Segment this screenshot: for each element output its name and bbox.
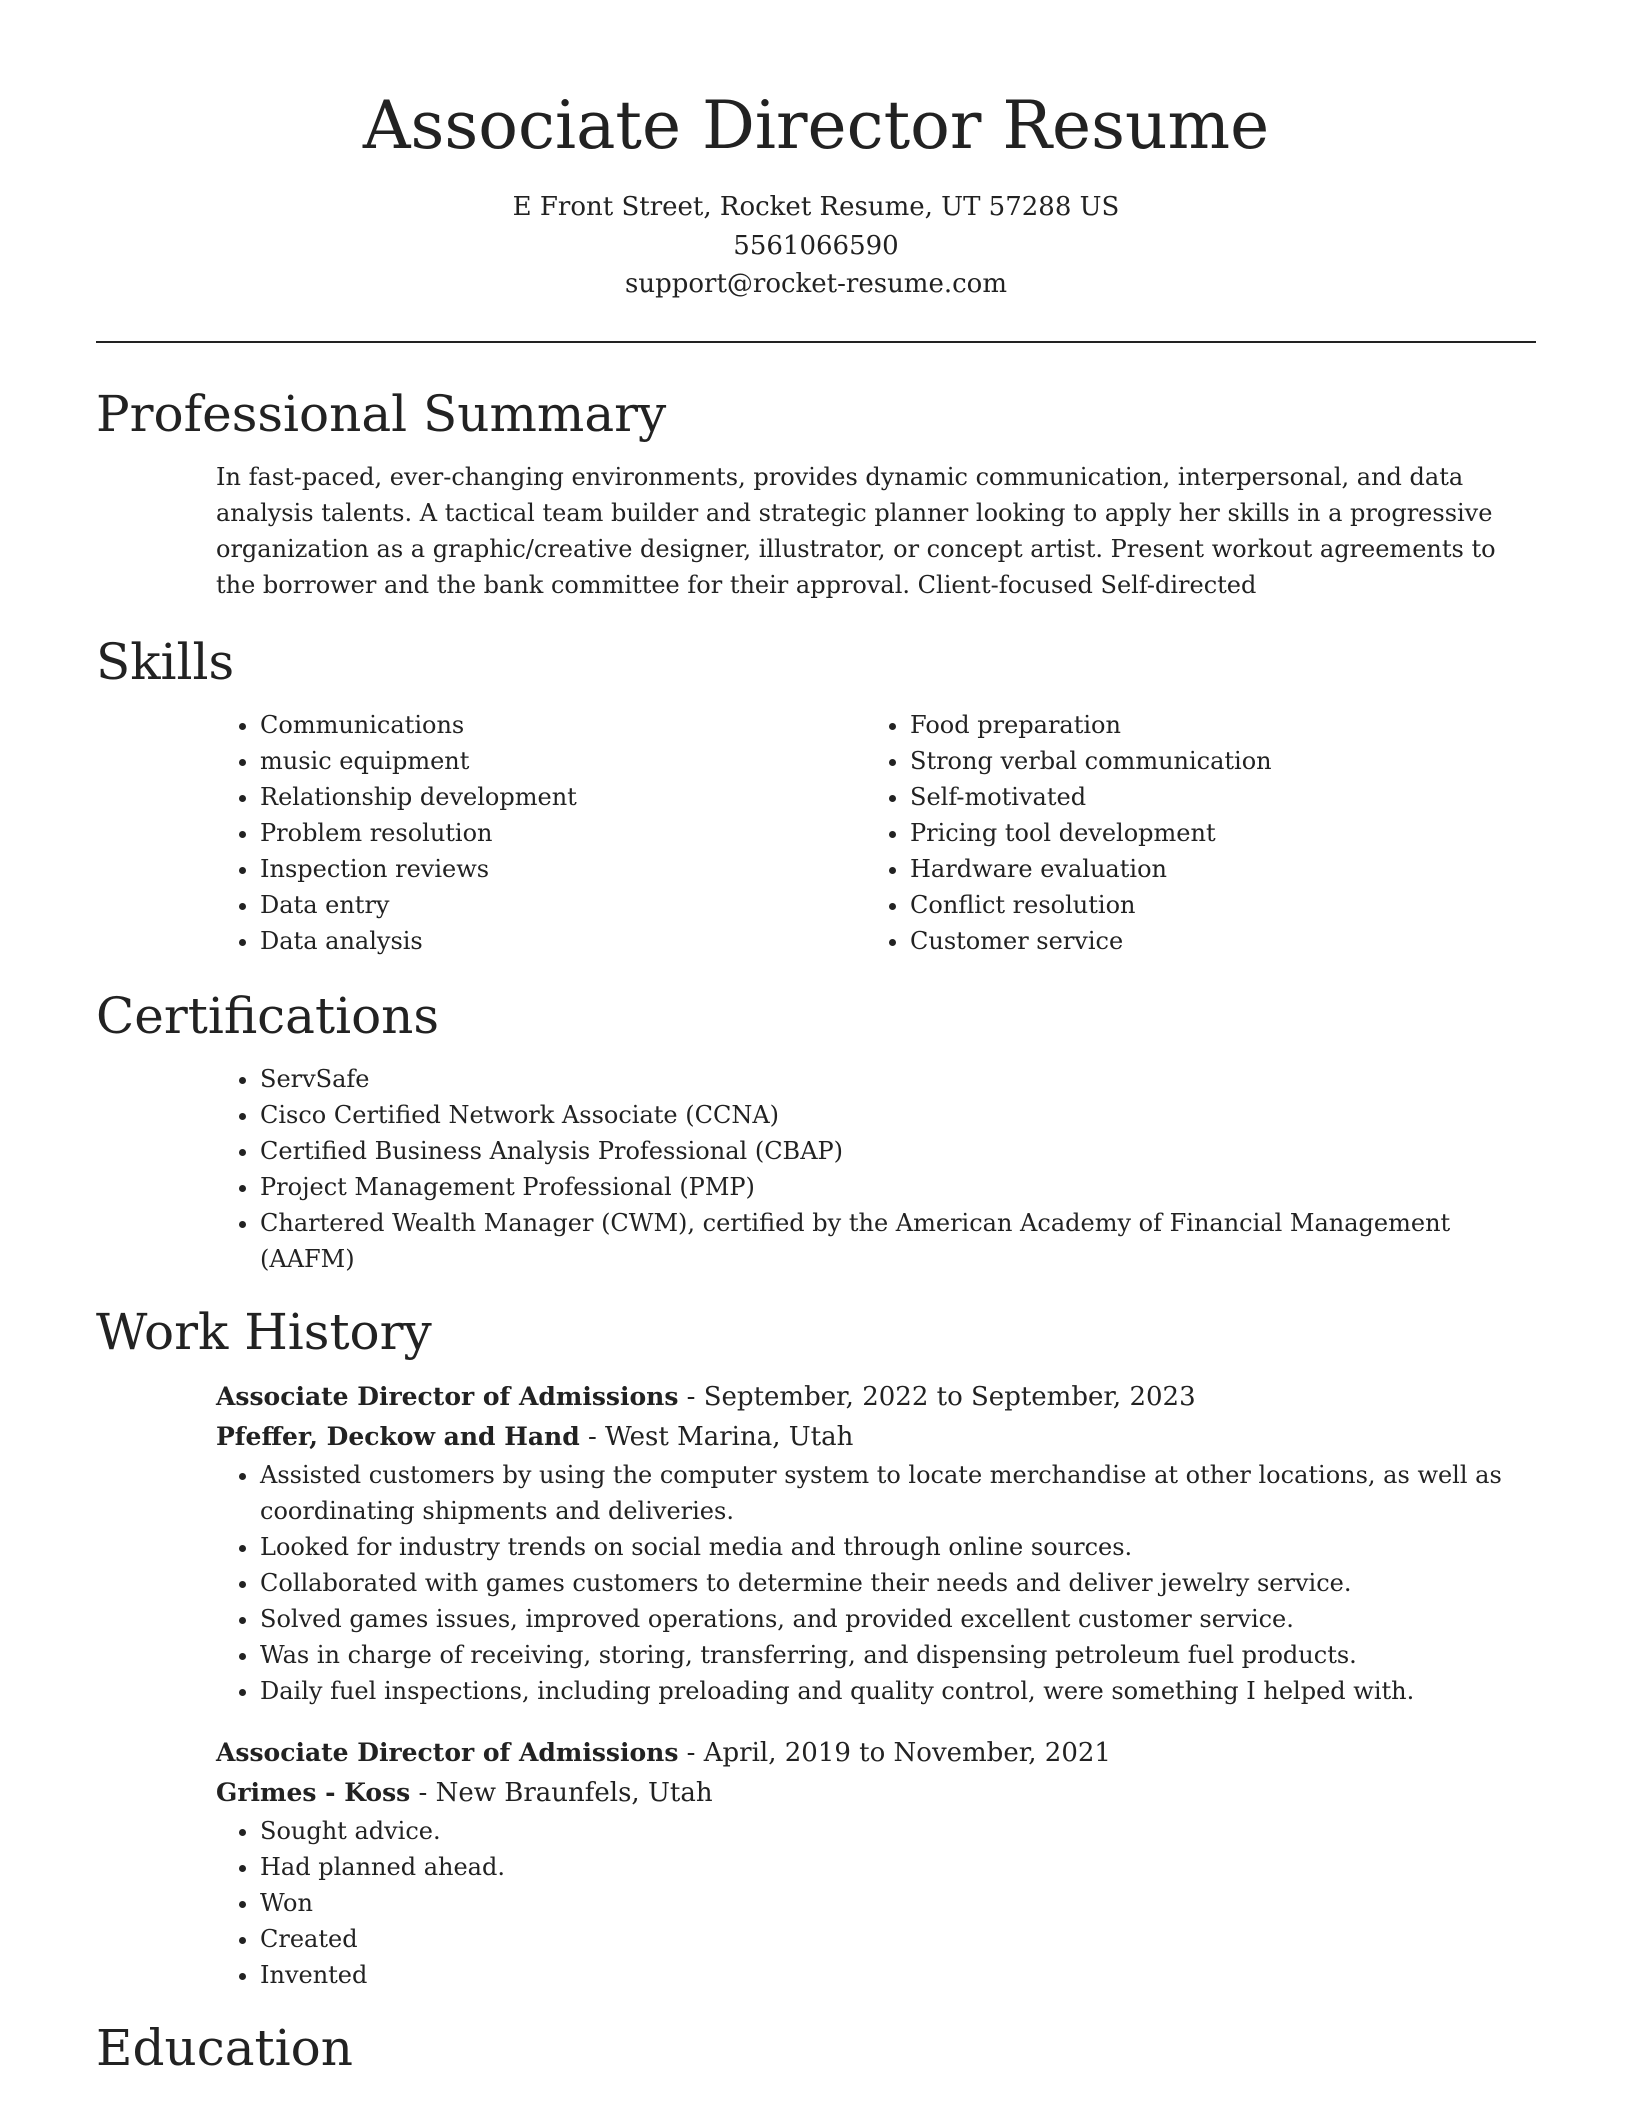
certifications-list-wrap [216, 1061, 1536, 1277]
skill-item: • Problem resolution [260, 815, 866, 851]
job-bullet: • Assisted customers by using the computer system to locate merchandise at other locations, as well as coordinating shipments and deliveries. [260, 1457, 1536, 1529]
job-bullets [216, 1457, 1536, 1709]
job-bullet: • Invented [260, 1957, 1536, 1993]
job-bullet: • Created [260, 1921, 1536, 1957]
job-title: Associate Director of Admissions [216, 1381, 679, 1411]
certifications-section [96, 981, 1536, 1277]
job-title-line [216, 1733, 1536, 1773]
job-entry [216, 1733, 1536, 1993]
skill-item: • Data analysis [260, 923, 866, 959]
contact-address: E Front Street, Rocket Resume, UT 57288 US [512, 192, 1120, 222]
header-divider [96, 341, 1536, 343]
skills-columns [216, 707, 1536, 959]
certifications-list [216, 1061, 1536, 1277]
job-dates: April, 2019 to November, 2021 [703, 1737, 1111, 1768]
job-company: Pfeffer, Deckow and Hand [216, 1421, 580, 1451]
job-bullet: • Solved games issues, improved operations, and provided excellent customer service. [260, 1601, 1536, 1637]
summary-text: In fast-paced, ever-changing environments, provides dynamic communication, interpersonal, and data analysis talents. A tactical team builder and strategic planner looking to apply her skills in a progressive organization as a graphic/creative designer, illustrator, or concept artist. Present workout agreements to the borrower and the bank committee for their approval. Client-focused Self-directed [216, 462, 1496, 599]
work-history-section [96, 1297, 1536, 1993]
skills-column-right [866, 707, 1516, 959]
certifications-heading: Certifications [96, 986, 440, 1045]
job-company: Grimes - Koss [216, 1777, 411, 1807]
resume-title: Associate Director Resume [362, 87, 1270, 164]
skill-item: • Relationship development [260, 779, 866, 815]
skill-item: • Pricing tool development [910, 815, 1516, 851]
certification-item: • Certified Business Analysis Professional (CBAP) [260, 1133, 1536, 1169]
job-title: Associate Director of Admissions [216, 1737, 679, 1767]
skill-item: • Conflict resolution [910, 887, 1516, 923]
contact-email: support@rocket-resume.com [624, 269, 1007, 299]
job-separator: - [579, 1421, 606, 1452]
work-history-heading: Work History [96, 1302, 432, 1361]
job-company-line [216, 1417, 1536, 1457]
education-heading: Education [96, 2018, 353, 2077]
job-bullet: • Looked for industry trends on social media and through online sources. [260, 1529, 1536, 1565]
skill-item: • Data entry [260, 887, 866, 923]
job-location: West Marina, Utah [605, 1421, 854, 1452]
summary-heading: Professional Summary [96, 384, 667, 443]
job-bullet: • Daily fuel inspections, including preloading and quality control, were something I helped with. [260, 1673, 1536, 1709]
job-separator: - [410, 1777, 436, 1808]
skills-column-left [216, 707, 866, 959]
skill-item: • Inspection reviews [260, 851, 866, 887]
job-bullet: • Had planned ahead. [260, 1849, 1536, 1885]
certification-item: • ServSafe [260, 1061, 1536, 1097]
job-bullet: • Won [260, 1885, 1536, 1921]
skills-section [96, 627, 1536, 959]
education-section [96, 2013, 1536, 2083]
job-title-line [216, 1377, 1536, 1417]
skill-item: • Hardware evaluation [910, 851, 1516, 887]
skills-heading: Skills [96, 632, 235, 691]
skill-item: • Food preparation [910, 707, 1516, 743]
contact-block [96, 188, 1536, 304]
job-entry [216, 1377, 1536, 1709]
contact-phone: 5561066590 [733, 230, 899, 261]
summary-section [96, 379, 1536, 603]
job-bullet: • Sought advice. [260, 1813, 1536, 1849]
skills-list-right [866, 707, 1516, 959]
certification-item: • Cisco Certified Network Associate (CCNA) [260, 1097, 1536, 1133]
job-separator: - [678, 1381, 704, 1412]
skill-item: • Strong verbal communication [910, 743, 1516, 779]
job-company-line [216, 1773, 1536, 1813]
job-bullet: • Collaborated with games customers to determine their needs and deliver jewelry service. [260, 1565, 1536, 1601]
job-dates: September, 2022 to September, 2023 [703, 1381, 1196, 1412]
skill-item: • music equipment [260, 743, 866, 779]
job-separator: - [678, 1737, 704, 1768]
job-bullets [216, 1813, 1536, 1993]
job-location: New Braunfels, Utah [435, 1777, 713, 1808]
skill-item: • Communications [260, 707, 866, 743]
skill-item: • Customer service [910, 923, 1516, 959]
job-bullet: • Was in charge of receiving, storing, transferring, and dispensing petroleum fuel products. [260, 1637, 1536, 1673]
certification-item: • Project Management Professional (PMP) [260, 1169, 1536, 1205]
skills-list-left [216, 707, 866, 959]
skill-item: • Self-motivated [910, 779, 1516, 815]
certification-item: • Chartered Wealth Manager (CWM), certified by the American Academy of Financial Management (AAFM) [260, 1205, 1536, 1277]
